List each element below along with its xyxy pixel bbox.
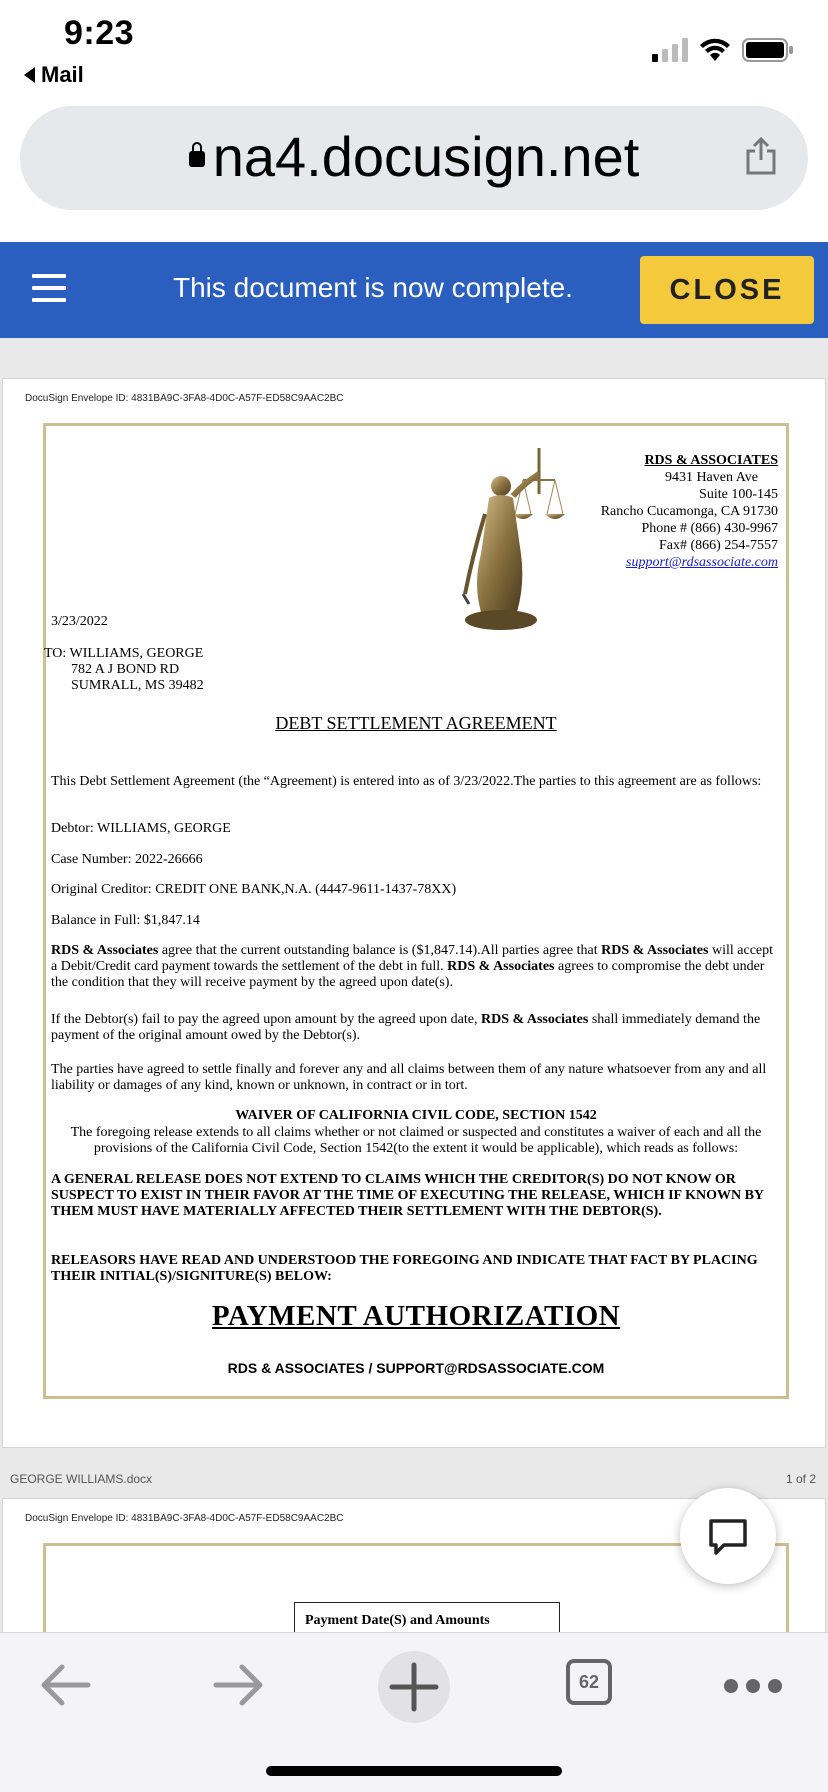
- payment-authorization-heading: PAYMENT AUTHORIZATION: [211, 1300, 621, 1332]
- sender-email-link[interactable]: support@rdsassociate.com: [626, 555, 778, 570]
- settlement-paragraph: The parties have agreed to settle finally and forever any and all claims between them of any nature whatsoever from any and all liability or damages of any kind, known or unknown, in contract or in tort.: [51, 1062, 767, 1093]
- sender-city: Rancho Cucamonga, CA 91730: [600, 504, 778, 519]
- address-bar[interactable]: [20, 106, 808, 210]
- recipient-address: [44, 646, 204, 694]
- recipient-city: SUMRALL, MS 39482: [71, 678, 204, 693]
- close-button[interactable]: CLOSE: [640, 256, 814, 324]
- back-app-label: Mail: [41, 62, 84, 87]
- payment-dates-table-header: Payment Date(S) and Amounts: [294, 1602, 560, 1632]
- menu-icon[interactable]: [32, 274, 66, 302]
- footer-contact: RDS & ASSOCIATES / SUPPORT@RDSASSOCIATE.COM: [227, 1360, 605, 1376]
- status-bar: [0, 0, 828, 92]
- sender-address: [601, 452, 778, 571]
- agreement-title: DEBT SETTLEMENT AGREEMENT: [275, 713, 557, 733]
- lady-justice-image: [451, 444, 573, 634]
- back-arrow-icon[interactable]: [38, 1655, 92, 1715]
- waiver-text: The foregoing release extends to all claims whether or not claimed or suspected and constitutes a waiver of each and all the provisions of the California Civil Code, Section 1542(to the extent it would be applicable), which reads as follows:: [70, 1125, 762, 1156]
- lock-icon: [189, 151, 205, 167]
- document-viewer[interactable]: [0, 338, 828, 1632]
- sender-name: RDS & ASSOCIATES: [644, 453, 778, 468]
- completion-banner: [0, 242, 828, 338]
- recipient-name: TO: WILLIAMS, GEORGE: [44, 646, 204, 661]
- home-indicator: [266, 1766, 562, 1776]
- chat-button[interactable]: [680, 1488, 776, 1584]
- releasors-clause: RELEASORS HAVE READ AND UNDERSTOOD THE FOREGOING AND INDICATE THAT FACT BY PLACING THEIR INITIAL(S)/SIGNITURE(S) BELOW:: [51, 1253, 758, 1284]
- debtor-line: Debtor: WILLIAMS, GEORGE: [51, 821, 231, 836]
- wifi-icon: [698, 36, 732, 62]
- chat-icon: [708, 1518, 748, 1556]
- balance-line: Balance in Full: $1,847.14: [51, 913, 200, 928]
- url-text: na4.docusign.net: [212, 125, 640, 188]
- letter-frame-page-2: [43, 1543, 789, 1632]
- waiver-heading: WAIVER OF CALIFORNIA CIVIL CODE, SECTION 1542: [235, 1108, 597, 1123]
- status-time: 9:23: [64, 14, 135, 52]
- document-filename: GEORGE WILLIAMS.docx: [10, 1472, 153, 1486]
- share-icon[interactable]: [744, 136, 778, 176]
- sender-suite: Suite 100-145: [699, 487, 778, 502]
- more-options-icon[interactable]: [724, 1679, 782, 1693]
- new-tab-button[interactable]: [378, 1651, 450, 1723]
- sender-phone: Phone # (866) 430-9967: [641, 521, 778, 536]
- envelope-id-page-2: DocuSign Envelope ID: 4831BA9C-3FA8-4D0C-A57F-ED58C9AAC2BC: [25, 1513, 344, 1524]
- document-page-1: [2, 378, 826, 1448]
- plus-icon: [378, 1651, 450, 1723]
- back-arrow-icon: [24, 67, 35, 83]
- tabs-button[interactable]: 62: [566, 1659, 612, 1705]
- sender-street: 9431 Haven Ave: [664, 470, 758, 485]
- original-creditor: Original Creditor: CREDIT ONE BANK,N.A. (4447-9611-1437-78XX): [51, 882, 457, 897]
- page-count: 1 of 2: [785, 1472, 816, 1486]
- sender-fax: Fax# (866) 254-7557: [659, 538, 778, 553]
- intro-paragraph: This Debt Settlement Agreement (the “Agreement) is entered into as of 3/23/2022.The parties to this agreement are as follows:: [51, 774, 762, 789]
- cellular-signal-icon: [652, 38, 690, 62]
- agreement-paragraph: RDS & Associates agree that the current outstanding balance is ($1,847.14).All parties agree that RDS & Associates will accept a Debit/Credit card payment towards the settlement of the debt in full. RDS & Associates agrees to compromise the debt under the condition that they will receive payment by the agreed upon date(s).: [51, 943, 774, 990]
- recipient-street: 782 A J BOND RD: [71, 662, 180, 677]
- letter-frame: [43, 423, 789, 1399]
- back-to-mail-link[interactable]: [24, 62, 84, 88]
- envelope-id: DocuSign Envelope ID: 4831BA9C-3FA8-4D0C-A57F-ED58C9AAC2BC: [25, 393, 344, 404]
- case-number: Case Number: 2022-26666: [51, 852, 203, 867]
- forward-arrow-icon[interactable]: [212, 1655, 266, 1715]
- default-paragraph: If the Debtor(s) fail to pay the agreed upon amount by the agreed upon date, RDS & Associates shall immediately demand the payment of the original amount owed by the Debtor(s).: [51, 1012, 761, 1043]
- letter-date: 3/23/2022: [51, 614, 108, 629]
- banner-message: This document is now complete.: [173, 272, 573, 303]
- battery-icon: [742, 38, 794, 62]
- general-release-clause: A GENERAL RELEASE DOES NOT EXTEND TO CLAIMS WHICH THE CREDITOR(S) DO NOT KNOW OR SUSPECT TO EXIST IN THEIR FAVOR AT THE TIME OF EXECUTING THE RELEASE, WHICH IF KNOWN BY THEM MUST HAVE MATERIALLY AFFECTED THEIR SETTLEMENT WITH THE DEBTOR(S).: [51, 1172, 764, 1219]
